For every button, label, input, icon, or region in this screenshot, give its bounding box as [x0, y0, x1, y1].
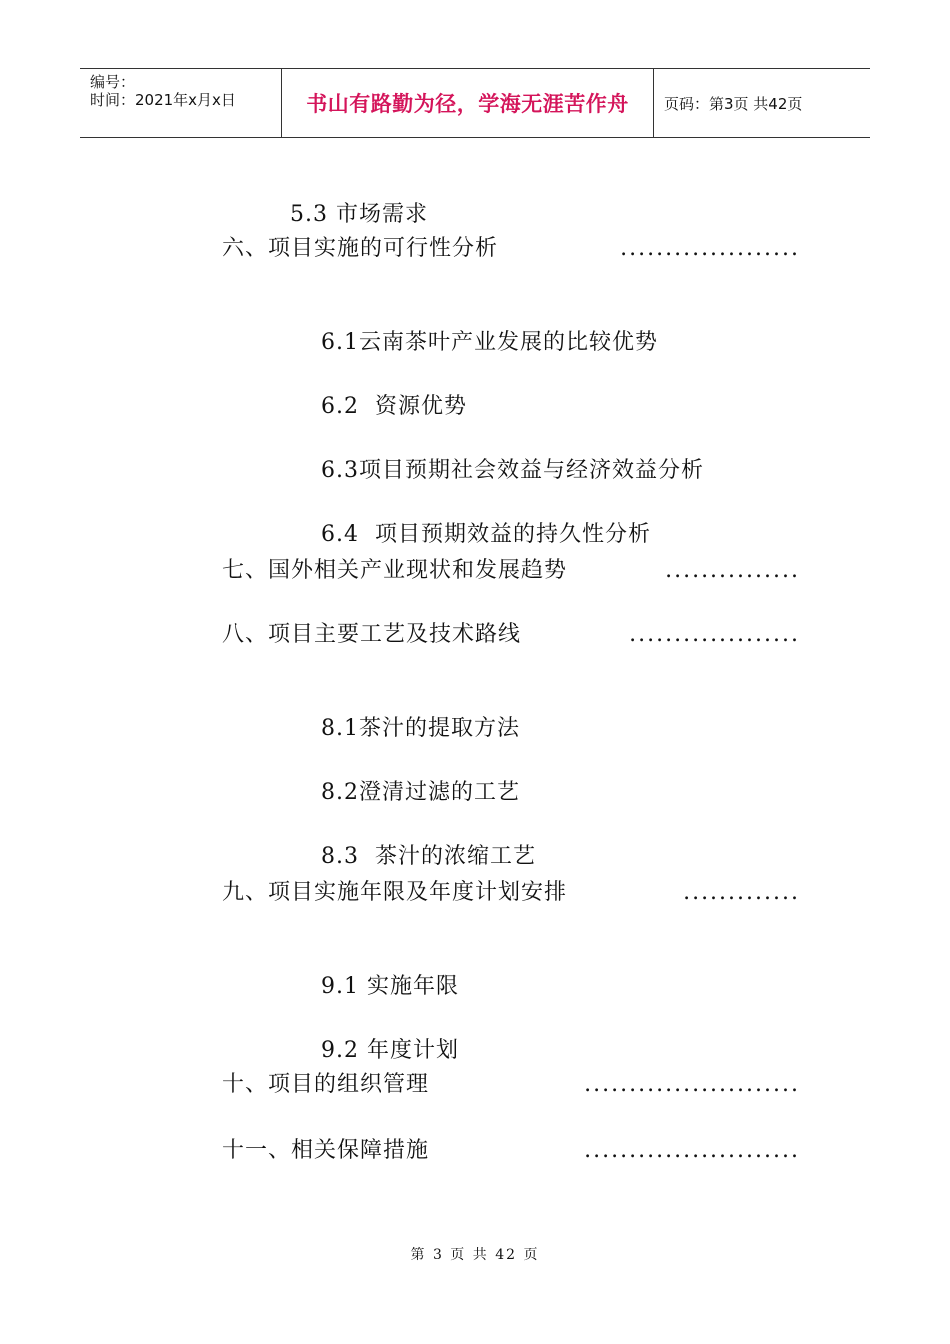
toc-entry-label: 六、项目实施的可行性分析	[222, 236, 499, 261]
toc-entry-label: 8.1茶汁的提取方法	[320, 716, 520, 741]
toc-dot-leader: ........................	[584, 1072, 800, 1097]
toc-dot-leader: .............	[683, 880, 800, 905]
toc-entry-label: 6.3项目预期社会效益与经济效益分析	[320, 458, 704, 483]
toc-entry-chapter-6[interactable]	[222, 234, 800, 264]
toc-entry-label: 八、项目主要工艺及技术路线	[222, 622, 522, 647]
toc-entry-label: 6.2 资源优势	[320, 394, 467, 419]
document-number: 编号：	[90, 73, 136, 91]
toc-entry-label: 6.4 项目预期效益的持久性分析	[320, 522, 651, 547]
header-motto-cell	[282, 69, 654, 137]
toc-entry-label: 十一、相关保障措施	[222, 1138, 430, 1163]
header-page-info: 页码：第3页 共42页	[664, 94, 803, 113]
toc-entry-label: 七、国外相关产业现状和发展趋势	[222, 558, 568, 583]
toc-dot-leader: ...................	[629, 622, 800, 647]
toc-entry-chapter-8[interactable]	[222, 620, 800, 650]
toc-entry-label: 九、项目实施年限及年度计划安排	[222, 880, 568, 905]
toc-entry-label: 8.3 茶汁的浓缩工艺	[320, 844, 536, 869]
toc-dot-leader: ....................	[620, 236, 800, 261]
toc-entry-label: 9.2 年度计划	[320, 1038, 459, 1063]
toc-entry-label: 8.2澄清过滤的工艺	[320, 780, 520, 805]
toc-entry-chapter-10[interactable]	[222, 1070, 800, 1100]
toc-dot-leader: ...............	[665, 558, 800, 583]
document-time: 时间：2021年x月x日	[90, 91, 236, 109]
header-page-info-cell	[654, 69, 870, 137]
toc-entry-chapter-9[interactable]	[222, 878, 800, 908]
header-meta	[80, 69, 282, 137]
page-header	[80, 68, 870, 138]
page-footer: 第 3 页 共 42 页	[410, 1247, 540, 1263]
toc-entry-chapter-7[interactable]	[222, 556, 800, 586]
toc-entry-label: 6.1云南茶叶产业发展的比较优势	[320, 330, 658, 355]
toc-entry-label: 十、项目的组织管理	[222, 1072, 430, 1097]
toc-entry-label: 5.3 市场需求	[289, 202, 428, 227]
header-motto: 书山有路勤为径，学海无涯苦作舟	[306, 92, 629, 116]
toc-entry-label: 9.1 实施年限	[320, 974, 459, 999]
toc-dot-leader: ........................	[584, 1138, 800, 1163]
toc-entry-chapter-11[interactable]	[222, 1136, 800, 1166]
